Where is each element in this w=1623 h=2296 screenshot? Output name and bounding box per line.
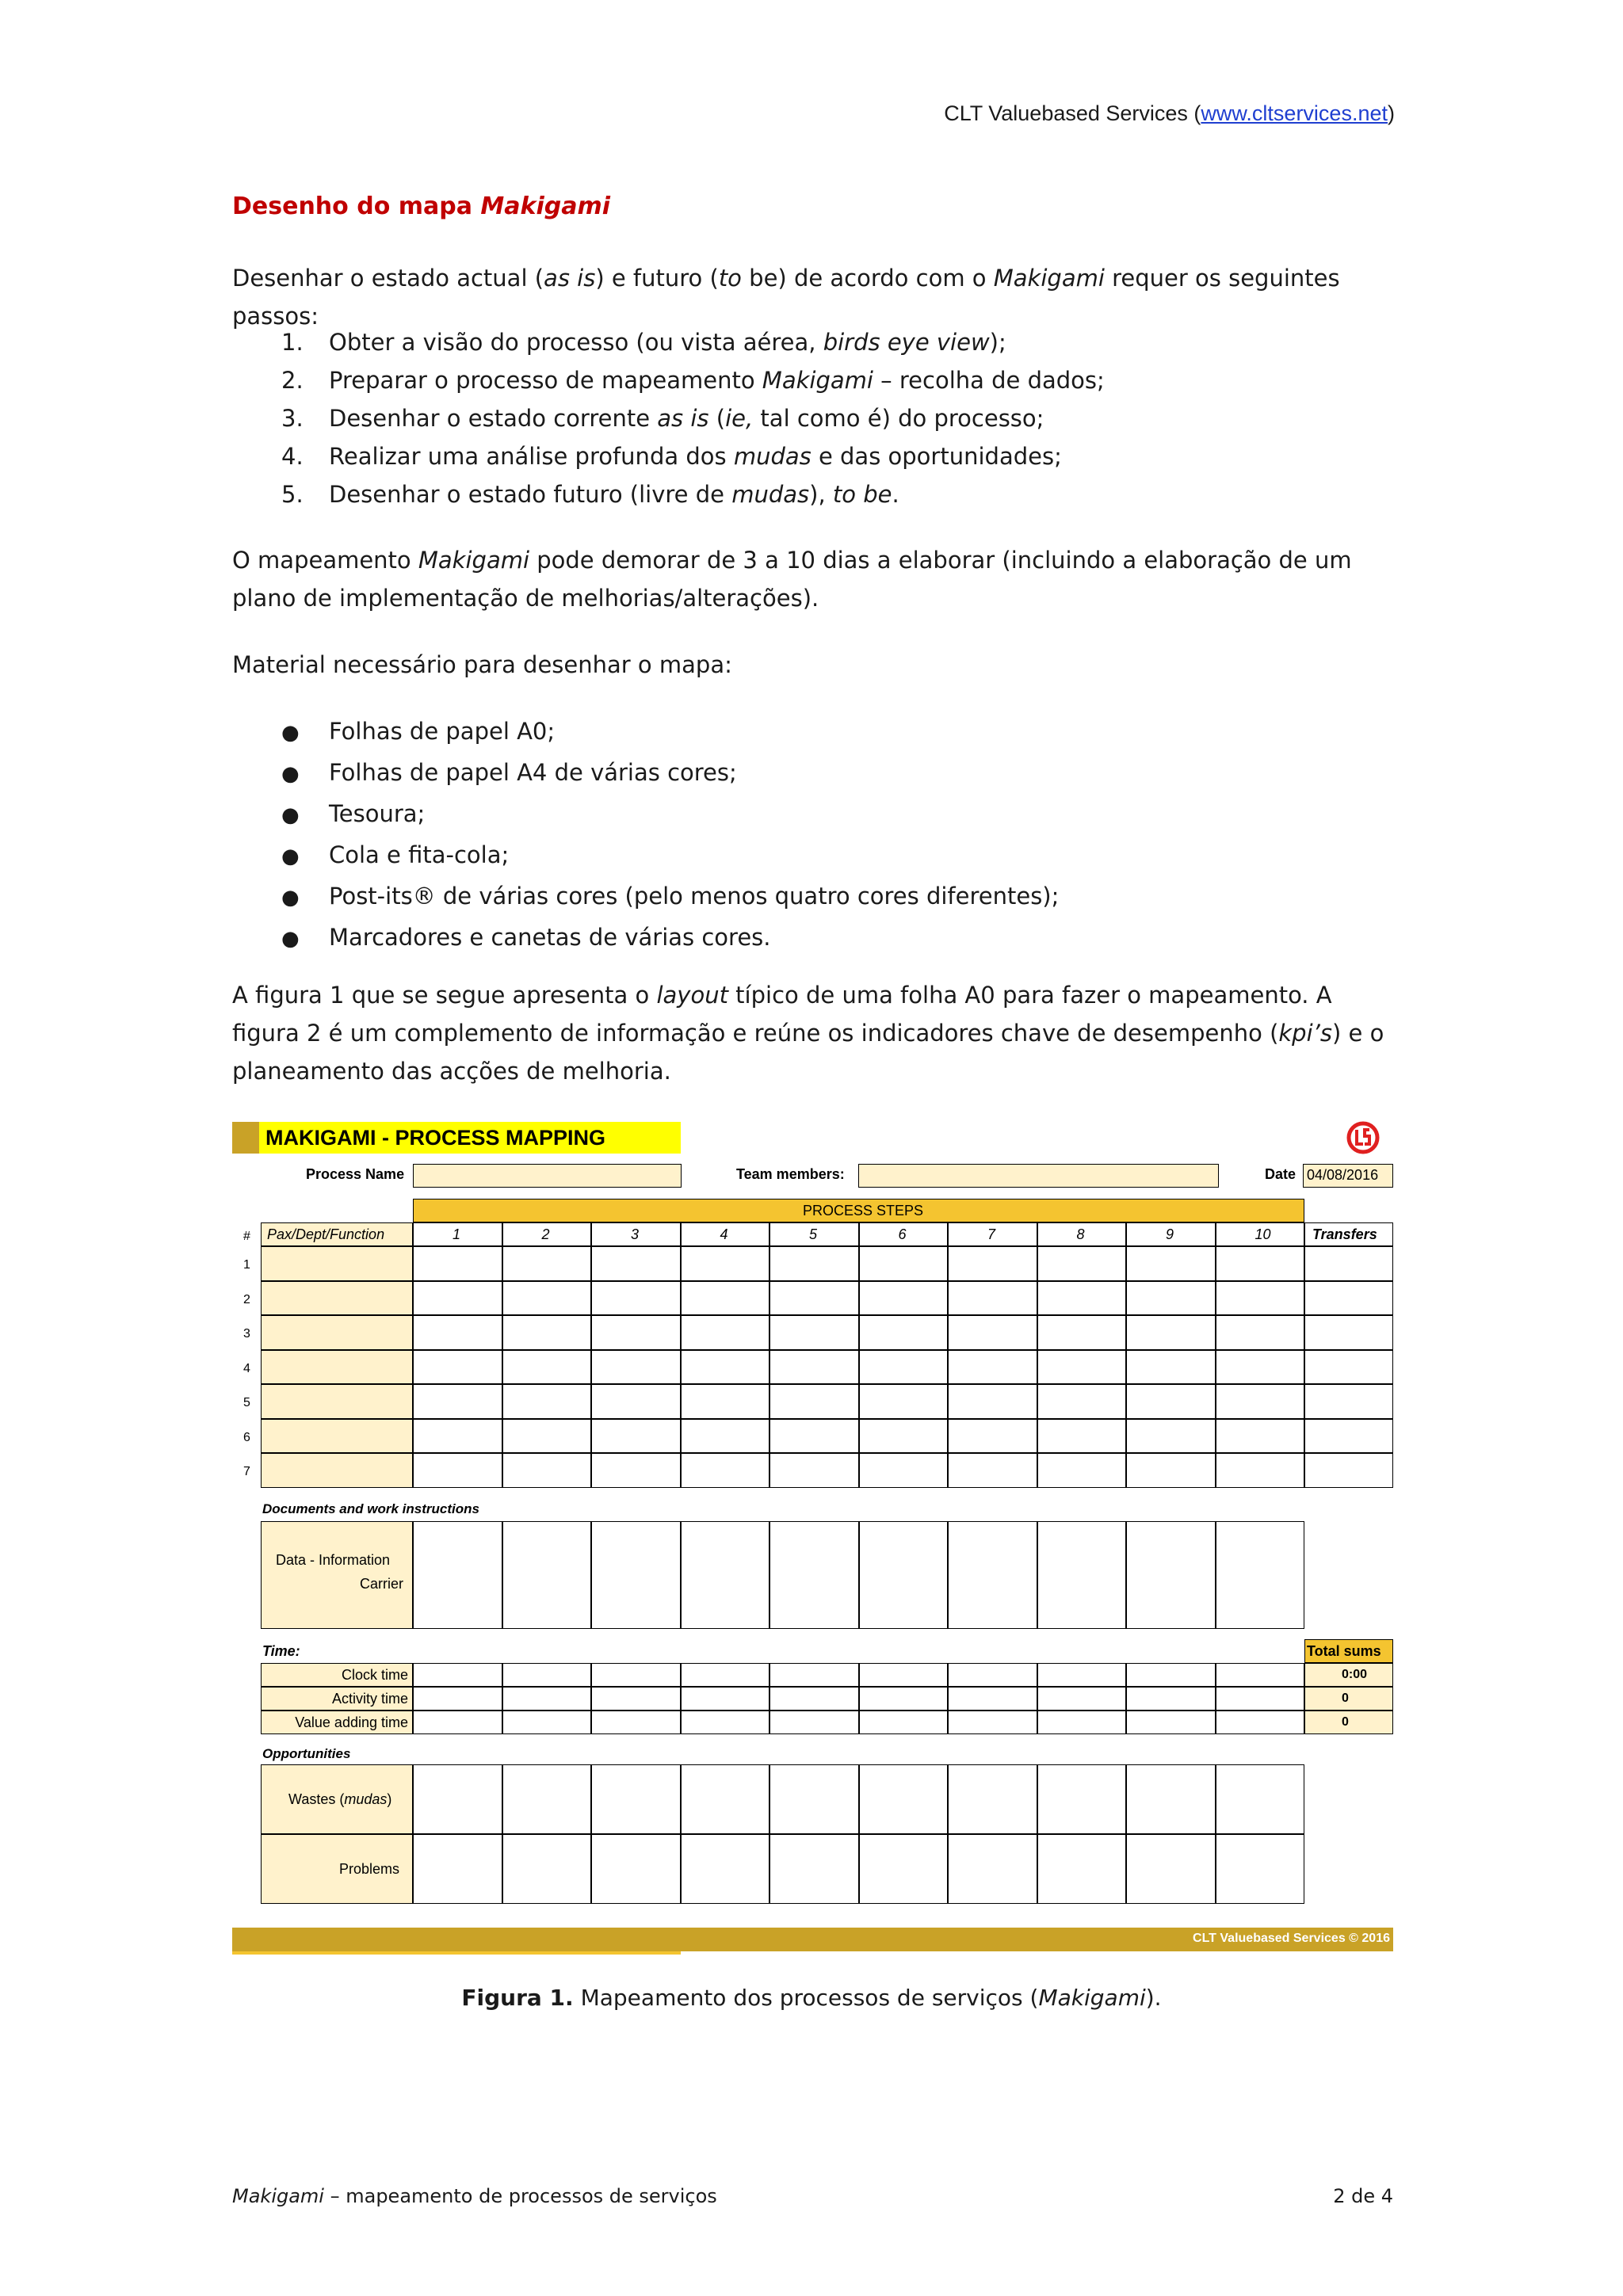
time-row-label: Activity time: [331, 1691, 408, 1707]
process-cell[interactable]: [859, 1246, 949, 1281]
pax-cell[interactable]: [261, 1453, 413, 1488]
bullet-icon: ●: [281, 762, 300, 786]
step-number: 5.: [281, 481, 304, 508]
text-run: .: [892, 481, 899, 508]
process-cell[interactable]: [502, 1281, 592, 1316]
process-cell[interactable]: [1216, 1453, 1305, 1488]
process-cell[interactable]: [413, 1384, 502, 1419]
step-number-label: 7: [987, 1226, 996, 1242]
process-name-label: Process Name: [306, 1166, 405, 1182]
wastes-step-cell[interactable]: [859, 1764, 949, 1834]
process-cell[interactable]: [769, 1315, 859, 1350]
row-number: 6: [243, 1430, 250, 1444]
italic-run: mudas: [731, 481, 810, 508]
pax-cell[interactable]: [261, 1281, 413, 1316]
materials-intro: Material necessário para desenhar o mapa:: [232, 651, 732, 678]
text-run: ) e futuro (: [595, 265, 719, 292]
row-number: 4: [243, 1361, 250, 1375]
text-run: Obter a visão do processo (ou vista aérea,: [329, 329, 823, 356]
sheet-copyright: CLT Valuebased Services © 2016: [1193, 1932, 1390, 1945]
pax-cell[interactable]: [261, 1350, 413, 1385]
page-number: 2 de 4: [1333, 2185, 1393, 2207]
italic-run: as is: [657, 405, 709, 432]
time-cell[interactable]: [1126, 1711, 1216, 1734]
process-cell[interactable]: [1126, 1419, 1216, 1454]
wastes-step-cell[interactable]: [1216, 1764, 1305, 1834]
process-cell[interactable]: [859, 1350, 949, 1385]
documents-label: Documents and work instructions: [262, 1501, 479, 1516]
process-cell[interactable]: [1216, 1350, 1305, 1385]
footer-italic: Makigami: [232, 2185, 324, 2207]
section-title-italic: Makigami: [480, 193, 611, 220]
figure-caption-text: Mapeamento dos processos de serviços (: [573, 1985, 1039, 2011]
total-cell: [1304, 1687, 1393, 1711]
time-cell[interactable]: [502, 1711, 592, 1734]
figure-caption-italic: Makigami: [1038, 1985, 1146, 2011]
process-cell[interactable]: [1126, 1315, 1216, 1350]
step-number: 2.: [281, 367, 304, 394]
row-number: 1: [243, 1258, 250, 1272]
text-run: requer os seguintes passos:: [232, 265, 1340, 330]
process-cell[interactable]: [1037, 1315, 1127, 1350]
wastes-step-cell[interactable]: [681, 1764, 770, 1834]
text-run: – recolha de dados;: [873, 367, 1105, 394]
figure-caption: [0, 1985, 1623, 2011]
wastes-step-cell[interactable]: [591, 1764, 681, 1834]
wastes-step-cell[interactable]: [1126, 1764, 1216, 1834]
text-run: Realizar uma análise profunda dos: [329, 443, 734, 470]
time-cell[interactable]: [1037, 1663, 1127, 1687]
data-info-step-cell[interactable]: [948, 1521, 1037, 1629]
bullet-icon: ●: [281, 845, 300, 868]
step-item: [281, 475, 1105, 513]
time-cell[interactable]: [1216, 1663, 1305, 1687]
data-info-step-cell[interactable]: [681, 1521, 770, 1629]
step-number-label: 5: [809, 1226, 818, 1242]
problems-step-cell[interactable]: [681, 1834, 770, 1904]
time-cell[interactable]: [502, 1687, 592, 1711]
process-cell[interactable]: [948, 1315, 1037, 1350]
time-cell[interactable]: [859, 1663, 949, 1687]
company-logo-icon: [1346, 1120, 1381, 1155]
italic-run: kpi’s: [1278, 1020, 1332, 1047]
steps-list: [281, 323, 1105, 513]
wastes-label: [288, 1791, 391, 1808]
problems-label: Problems: [339, 1861, 400, 1877]
material-text: Tesoura;: [329, 800, 426, 827]
process-cell[interactable]: [1037, 1350, 1127, 1385]
row-number: 2: [243, 1292, 250, 1306]
text-run: );: [989, 329, 1006, 356]
process-cell[interactable]: [1037, 1453, 1127, 1488]
date-label: Date: [1265, 1166, 1296, 1182]
wastes-close: ): [387, 1791, 392, 1807]
materials-list: [281, 711, 1059, 959]
process-cell[interactable]: [859, 1384, 949, 1419]
process-cell[interactable]: [591, 1350, 681, 1385]
process-cell[interactable]: [681, 1453, 770, 1488]
material-item: [281, 917, 1059, 959]
figure-intro-paragraph: [232, 976, 1393, 1090]
page-footer-left: [232, 2185, 717, 2207]
material-item: [281, 876, 1059, 917]
problems-step-cell[interactable]: [502, 1834, 592, 1904]
material-item: [281, 753, 1059, 794]
process-cell[interactable]: [681, 1384, 770, 1419]
process-cell[interactable]: [591, 1419, 681, 1454]
process-cell[interactable]: [681, 1315, 770, 1350]
total-sums-label: Total sums: [1307, 1643, 1381, 1659]
wastes-step-cell[interactable]: [769, 1764, 859, 1834]
time-cell[interactable]: [681, 1663, 770, 1687]
italic-run: as is: [544, 265, 596, 292]
text-run: Preparar o processo de mapeamento: [329, 367, 762, 394]
text-run: ) e o planeamento das acções de melhoria.: [232, 1020, 1384, 1085]
total-value: 0:00: [1342, 1668, 1368, 1681]
process-cell[interactable]: [1126, 1350, 1216, 1385]
time-cell[interactable]: [948, 1663, 1037, 1687]
step-number-label: 9: [1166, 1226, 1174, 1242]
time-cell[interactable]: [681, 1687, 770, 1711]
header-suffix: ): [1388, 101, 1395, 125]
row-number: 3: [243, 1327, 250, 1341]
row-number: 5: [243, 1396, 250, 1409]
time-row-label: Clock time: [341, 1667, 408, 1683]
wastes-italic: mudas: [344, 1791, 388, 1807]
hash-label: #: [243, 1230, 250, 1243]
text-run: Desenhar o estado corrente: [329, 405, 658, 432]
step-number: 4.: [281, 443, 304, 470]
process-cell[interactable]: [502, 1350, 592, 1385]
text-run: A figura 1 que se segue apresenta o: [232, 982, 657, 1009]
step-number-label: 3: [631, 1226, 640, 1242]
time-cell[interactable]: [948, 1687, 1037, 1711]
time-cell[interactable]: [681, 1711, 770, 1734]
process-cell[interactable]: [681, 1419, 770, 1454]
problems-step-cell[interactable]: [769, 1834, 859, 1904]
transfers-cell[interactable]: [1304, 1315, 1393, 1350]
italic-run: Makigami: [418, 547, 530, 574]
italic-run: mudas: [733, 443, 812, 470]
process-cell[interactable]: [502, 1419, 592, 1454]
wastes-step-cell[interactable]: [502, 1764, 592, 1834]
material-text: Post-its® de várias cores (pelo menos quatro cores diferentes);: [329, 883, 1060, 910]
bullet-icon: ●: [281, 927, 300, 951]
italic-run: Makigami: [993, 265, 1105, 292]
time-cell[interactable]: [1037, 1687, 1127, 1711]
process-cell[interactable]: [859, 1453, 949, 1488]
team-members-label: Team members:: [736, 1166, 845, 1182]
process-cell[interactable]: [413, 1453, 502, 1488]
data-info-label: Data - Information: [276, 1552, 391, 1568]
process-cell[interactable]: [769, 1350, 859, 1385]
pax-label: Pax/Dept/Function: [267, 1226, 385, 1242]
process-cell[interactable]: [1216, 1384, 1305, 1419]
wastes-step-cell[interactable]: [948, 1764, 1037, 1834]
total-cell: [1304, 1711, 1393, 1734]
step-number: 1.: [281, 329, 304, 356]
total-value: 0: [1342, 1691, 1349, 1705]
time-cell[interactable]: [413, 1711, 502, 1734]
material-item: [281, 711, 1059, 753]
text-run: pode demorar de 3 a 10 dias a elaborar (incluindo a elaboração de um plano de implementação de melhorias/alterações).: [232, 547, 1352, 612]
time-cell[interactable]: [1216, 1711, 1305, 1734]
pax-cell[interactable]: [261, 1246, 413, 1281]
italic-run: layout: [656, 982, 728, 1009]
data-info-step-cell[interactable]: [1126, 1521, 1216, 1629]
sheet-title: MAKIGAMI - PROCESS MAPPING: [265, 1126, 606, 1150]
process-cell[interactable]: [502, 1453, 592, 1488]
data-info-cell: [261, 1521, 413, 1629]
problems-step-cell[interactable]: [859, 1834, 949, 1904]
transfers-cell[interactable]: [1304, 1246, 1393, 1281]
time-cell[interactable]: [859, 1711, 949, 1734]
step-item: [281, 437, 1105, 475]
material-text: Folhas de papel A4 de várias cores;: [329, 759, 737, 786]
text-run: O mapeamento: [232, 547, 418, 574]
process-cell[interactable]: [859, 1419, 949, 1454]
header-prefix: CLT Valuebased Services (: [944, 101, 1201, 125]
process-cell[interactable]: [591, 1453, 681, 1488]
material-text: Marcadores e canetas de várias cores.: [329, 924, 771, 951]
italic-run: ie,: [725, 405, 754, 432]
time-cell[interactable]: [591, 1687, 681, 1711]
carrier-label: Carrier: [360, 1576, 404, 1592]
process-cell[interactable]: [859, 1281, 949, 1316]
time-label: Time:: [262, 1643, 300, 1659]
footer-bar-underline: [232, 1951, 681, 1955]
transfers-cell[interactable]: [1304, 1350, 1393, 1385]
text-run: e das oportunidades;: [811, 443, 1062, 470]
step-item: [281, 361, 1105, 399]
transfers-cell[interactable]: [1304, 1419, 1393, 1454]
time-cell[interactable]: [1126, 1663, 1216, 1687]
process-cell[interactable]: [1037, 1384, 1127, 1419]
wastes-step-cell[interactable]: [1037, 1764, 1127, 1834]
bullet-icon: ●: [281, 721, 300, 745]
material-text: Cola e fita-cola;: [329, 841, 510, 868]
data-info-step-cell[interactable]: [1216, 1521, 1305, 1629]
process-cell[interactable]: [681, 1246, 770, 1281]
wastes-text: Wastes (: [288, 1791, 345, 1807]
material-text: Folhas de papel A0;: [329, 718, 556, 745]
team-members-input[interactable]: [858, 1164, 1219, 1188]
problems-step-cell[interactable]: [1126, 1834, 1216, 1904]
italic-run: to be: [832, 481, 892, 508]
problems-step-cell[interactable]: [1037, 1834, 1127, 1904]
italic-run: Makigami: [762, 367, 873, 394]
title-marker: [232, 1122, 259, 1154]
transfers-label: Transfers: [1312, 1226, 1377, 1242]
process-cell[interactable]: [413, 1315, 502, 1350]
process-steps-label: PROCESS STEPS: [803, 1203, 924, 1219]
time-row-label: Value adding time: [295, 1714, 408, 1730]
text-run: típico de uma folha A0 para fazer o mapeamento. A figura 2 é um complemento de informação e reúne os indicadores chave de desempenho (: [232, 982, 1332, 1047]
section-title-text: Desenho do mapa: [232, 193, 481, 220]
process-cell[interactable]: [859, 1315, 949, 1350]
problems-step-cell[interactable]: [413, 1834, 502, 1904]
step-number-label: 8: [1076, 1226, 1085, 1242]
footer-text: – mapeamento de processos de serviços: [323, 2185, 717, 2207]
time-cell[interactable]: [591, 1663, 681, 1687]
time-cell[interactable]: [1126, 1687, 1216, 1711]
date-value: 04/08/2016: [1307, 1167, 1379, 1183]
process-cell[interactable]: [1037, 1281, 1127, 1316]
process-cell[interactable]: [591, 1281, 681, 1316]
pax-cell[interactable]: [261, 1315, 413, 1350]
process-cell[interactable]: [769, 1419, 859, 1454]
process-cell[interactable]: [1126, 1281, 1216, 1316]
transfers-cell[interactable]: [1304, 1453, 1393, 1488]
total-value: 0: [1342, 1715, 1349, 1729]
process-cell[interactable]: [948, 1384, 1037, 1419]
step-item: [281, 399, 1105, 437]
material-item: [281, 794, 1059, 835]
time-cell[interactable]: [502, 1663, 592, 1687]
time-cell[interactable]: [769, 1711, 859, 1734]
process-cell[interactable]: [681, 1281, 770, 1316]
time-cell[interactable]: [1216, 1687, 1305, 1711]
time-cell[interactable]: [769, 1663, 859, 1687]
pax-cell[interactable]: [261, 1384, 413, 1419]
process-cell[interactable]: [591, 1246, 681, 1281]
text-run: be) de acordo com o: [741, 265, 994, 292]
step-number-label: 10: [1254, 1226, 1271, 1242]
step-number-label: 1: [453, 1226, 461, 1242]
bullet-icon: ●: [281, 886, 300, 910]
page-header: [944, 101, 1395, 126]
problems-step-cell[interactable]: [948, 1834, 1037, 1904]
text-run: Desenhar o estado actual (: [232, 265, 544, 292]
time-cell[interactable]: [413, 1663, 502, 1687]
process-cell[interactable]: [1216, 1315, 1305, 1350]
process-cell[interactable]: [413, 1281, 502, 1316]
process-cell[interactable]: [948, 1419, 1037, 1454]
data-info-step-cell[interactable]: [502, 1521, 592, 1629]
time-cell[interactable]: [948, 1711, 1037, 1734]
data-info-step-cell[interactable]: [859, 1521, 949, 1629]
material-item: [281, 835, 1059, 876]
time-cell[interactable]: [769, 1687, 859, 1711]
bullet-icon: ●: [281, 803, 300, 827]
step-number-label: 2: [541, 1226, 550, 1242]
process-cell[interactable]: [948, 1246, 1037, 1281]
process-name-input[interactable]: [413, 1164, 682, 1188]
text-run: (: [708, 405, 726, 432]
process-cell[interactable]: [769, 1246, 859, 1281]
process-cell[interactable]: [1216, 1281, 1305, 1316]
website-link[interactable]: www.cltservices.net: [1201, 101, 1388, 125]
process-cell[interactable]: [948, 1281, 1037, 1316]
process-cell[interactable]: [769, 1281, 859, 1316]
process-cell[interactable]: [681, 1350, 770, 1385]
time-cell[interactable]: [1037, 1711, 1127, 1734]
opportunities-label: Opportunities: [262, 1746, 351, 1761]
problems-step-cell[interactable]: [591, 1834, 681, 1904]
duration-paragraph: [232, 541, 1393, 617]
text-run: ),: [809, 481, 833, 508]
process-cell[interactable]: [502, 1315, 592, 1350]
process-cell[interactable]: [948, 1453, 1037, 1488]
makigami-sheet: [232, 1119, 1393, 1957]
time-cell[interactable]: [413, 1687, 502, 1711]
process-cell[interactable]: [502, 1246, 592, 1281]
process-cell[interactable]: [1126, 1453, 1216, 1488]
process-cell[interactable]: [769, 1384, 859, 1419]
process-cell[interactable]: [1126, 1246, 1216, 1281]
pax-cell[interactable]: [261, 1419, 413, 1454]
process-cell[interactable]: [1216, 1246, 1305, 1281]
process-cell[interactable]: [1216, 1419, 1305, 1454]
italic-run: to: [718, 265, 742, 292]
data-info-step-cell[interactable]: [413, 1521, 502, 1629]
data-info-step-cell[interactable]: [1037, 1521, 1127, 1629]
process-cell[interactable]: [413, 1246, 502, 1281]
step-number-label: 6: [898, 1226, 907, 1242]
process-cell[interactable]: [1037, 1419, 1127, 1454]
process-cell[interactable]: [948, 1350, 1037, 1385]
text-run: tal como é) do processo;: [753, 405, 1044, 432]
process-cell[interactable]: [413, 1350, 502, 1385]
data-info-step-cell[interactable]: [591, 1521, 681, 1629]
transfers-cell[interactable]: [1304, 1384, 1393, 1419]
figure-caption-label: Figura 1.: [461, 1985, 574, 2011]
process-cell[interactable]: [769, 1453, 859, 1488]
data-info-step-cell[interactable]: [769, 1521, 859, 1629]
process-cell[interactable]: [1126, 1384, 1216, 1419]
row-number: 7: [243, 1465, 250, 1478]
wastes-step-cell[interactable]: [413, 1764, 502, 1834]
time-cell[interactable]: [859, 1687, 949, 1711]
process-cell[interactable]: [413, 1419, 502, 1454]
time-cell[interactable]: [591, 1711, 681, 1734]
process-cell[interactable]: [502, 1384, 592, 1419]
step-number: 3.: [281, 405, 304, 432]
process-cell[interactable]: [591, 1315, 681, 1350]
transfers-cell[interactable]: [1304, 1281, 1393, 1316]
process-cell[interactable]: [591, 1384, 681, 1419]
section-title: [232, 193, 610, 220]
problems-step-cell[interactable]: [1216, 1834, 1305, 1904]
step-number-label: 4: [720, 1226, 728, 1242]
step-item: [281, 323, 1105, 361]
figure-caption-end: ).: [1145, 1985, 1162, 2011]
process-cell[interactable]: [1037, 1246, 1127, 1281]
text-run: Desenhar o estado futuro (livre de: [329, 481, 732, 508]
italic-run: birds eye view: [823, 329, 990, 356]
